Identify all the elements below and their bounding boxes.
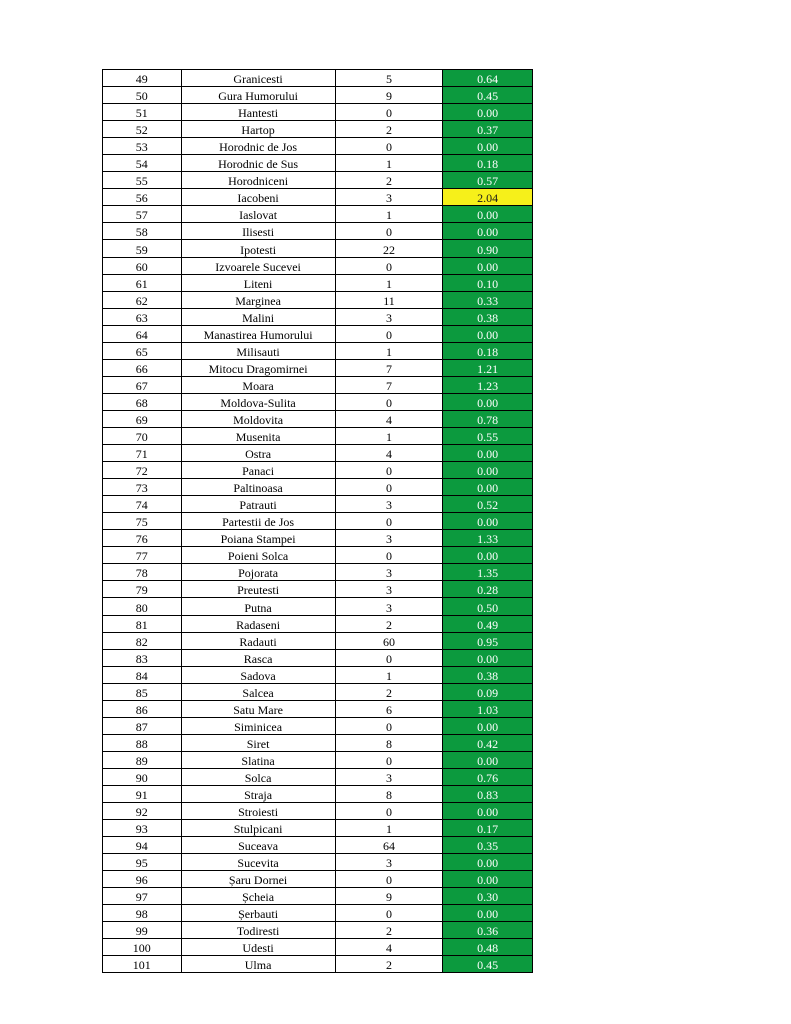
table-row [103, 206, 533, 223]
rate-cell: 0.38 [443, 666, 533, 683]
count-cell: 0 [335, 803, 443, 820]
row-number-cell: 81 [103, 615, 182, 632]
locality-name-cell: Pojorata [181, 564, 335, 581]
rate-cell: 0.00 [443, 462, 533, 479]
count-cell: 9 [335, 888, 443, 905]
count-cell: 0 [335, 905, 443, 922]
locality-name-cell: Sadova [181, 666, 335, 683]
row-number-cell: 53 [103, 138, 182, 155]
count-cell: 2 [335, 683, 443, 700]
row-number-cell: 82 [103, 632, 182, 649]
count-cell: 1 [335, 342, 443, 359]
locality-name-cell: Șcheia [181, 888, 335, 905]
count-cell: 64 [335, 837, 443, 854]
table-row [103, 939, 533, 956]
row-number-cell: 61 [103, 274, 182, 291]
count-cell: 4 [335, 410, 443, 427]
row-number-cell: 49 [103, 70, 182, 87]
count-cell: 0 [335, 325, 443, 342]
locality-name-cell: Ipotesti [181, 240, 335, 257]
rate-cell: 0.00 [443, 803, 533, 820]
row-number-cell: 58 [103, 223, 182, 240]
count-cell: 0 [335, 717, 443, 734]
table-row [103, 581, 533, 598]
rate-cell: 0.52 [443, 496, 533, 513]
locality-name-cell: Ulma [181, 956, 335, 973]
row-number-cell: 78 [103, 564, 182, 581]
rate-cell: 0.00 [443, 854, 533, 871]
table-row [103, 410, 533, 427]
count-cell: 0 [335, 649, 443, 666]
table-row [103, 274, 533, 291]
locality-name-cell: Moldova-Sulita [181, 393, 335, 410]
count-cell: 0 [335, 479, 443, 496]
row-number-cell: 69 [103, 410, 182, 427]
count-cell: 4 [335, 445, 443, 462]
row-number-cell: 97 [103, 888, 182, 905]
rate-cell: 0.00 [443, 905, 533, 922]
count-cell: 3 [335, 308, 443, 325]
locality-name-cell: Suceava [181, 837, 335, 854]
row-number-cell: 91 [103, 785, 182, 802]
table-row [103, 240, 533, 257]
rate-cell: 0.00 [443, 649, 533, 666]
table-row [103, 547, 533, 564]
count-cell: 2 [335, 956, 443, 973]
locality-name-cell: Sucevita [181, 854, 335, 871]
count-cell: 1 [335, 155, 443, 172]
row-number-cell: 101 [103, 956, 182, 973]
row-number-cell: 51 [103, 104, 182, 121]
rate-cell: 0.78 [443, 410, 533, 427]
row-number-cell: 72 [103, 462, 182, 479]
locality-name-cell: Ilisesti [181, 223, 335, 240]
table-row [103, 905, 533, 922]
count-cell: 7 [335, 359, 443, 376]
row-number-cell: 68 [103, 393, 182, 410]
table-row [103, 632, 533, 649]
count-cell: 1 [335, 427, 443, 444]
row-number-cell: 87 [103, 717, 182, 734]
rate-cell: 0.33 [443, 291, 533, 308]
row-number-cell: 65 [103, 342, 182, 359]
rate-cell: 0.45 [443, 956, 533, 973]
rate-cell: 0.95 [443, 632, 533, 649]
locality-name-cell: Șaru Dornei [181, 871, 335, 888]
locality-name-cell: Marginea [181, 291, 335, 308]
rate-cell: 0.00 [443, 547, 533, 564]
locality-name-cell: Izvoarele Sucevei [181, 257, 335, 274]
locality-name-cell: Stulpicani [181, 820, 335, 837]
rate-cell: 0.45 [443, 87, 533, 104]
locality-name-cell: Satu Mare [181, 700, 335, 717]
count-cell: 0 [335, 104, 443, 121]
rate-cell: 0.64 [443, 70, 533, 87]
table-row [103, 223, 533, 240]
rate-cell: 0.49 [443, 615, 533, 632]
count-cell: 60 [335, 632, 443, 649]
locality-name-cell: Horodniceni [181, 172, 335, 189]
rate-cell: 2.04 [443, 189, 533, 206]
table-row [103, 888, 533, 905]
rate-cell: 0.00 [443, 104, 533, 121]
locality-name-cell: Iacobeni [181, 189, 335, 206]
locality-name-cell: Șerbauti [181, 905, 335, 922]
rate-cell: 0.00 [443, 871, 533, 888]
table-row [103, 87, 533, 104]
table-row [103, 257, 533, 274]
count-cell: 5 [335, 70, 443, 87]
rate-cell: 0.00 [443, 138, 533, 155]
rate-cell: 0.00 [443, 223, 533, 240]
count-cell: 3 [335, 496, 443, 513]
row-number-cell: 59 [103, 240, 182, 257]
count-cell: 1 [335, 820, 443, 837]
table-row [103, 922, 533, 939]
row-number-cell: 89 [103, 751, 182, 768]
row-number-cell: 79 [103, 581, 182, 598]
row-number-cell: 70 [103, 427, 182, 444]
count-cell: 2 [335, 172, 443, 189]
row-number-cell: 63 [103, 308, 182, 325]
count-cell: 8 [335, 734, 443, 751]
row-number-cell: 100 [103, 939, 182, 956]
table-row [103, 359, 533, 376]
row-number-cell: 52 [103, 121, 182, 138]
row-number-cell: 99 [103, 922, 182, 939]
locality-name-cell: Solca [181, 768, 335, 785]
rate-cell: 0.00 [443, 445, 533, 462]
row-number-cell: 66 [103, 359, 182, 376]
locality-name-cell: Granicesti [181, 70, 335, 87]
table-row [103, 820, 533, 837]
row-number-cell: 74 [103, 496, 182, 513]
locality-name-cell: Siret [181, 734, 335, 751]
row-number-cell: 62 [103, 291, 182, 308]
table-row [103, 172, 533, 189]
rate-cell: 1.35 [443, 564, 533, 581]
rate-cell: 0.50 [443, 598, 533, 615]
table-row [103, 138, 533, 155]
table-row [103, 530, 533, 547]
rate-cell: 0.48 [443, 939, 533, 956]
table-row [103, 462, 533, 479]
table-row [103, 854, 533, 871]
locality-name-cell: Manastirea Humorului [181, 325, 335, 342]
row-number-cell: 80 [103, 598, 182, 615]
table-row [103, 871, 533, 888]
locality-name-cell: Poieni Solca [181, 547, 335, 564]
count-cell: 2 [335, 922, 443, 939]
count-cell: 3 [335, 581, 443, 598]
table-row [103, 513, 533, 530]
count-cell: 0 [335, 393, 443, 410]
locality-name-cell: Poiana Stampei [181, 530, 335, 547]
table-row [103, 325, 533, 342]
count-cell: 0 [335, 871, 443, 888]
table-row [103, 956, 533, 973]
table-row [103, 189, 533, 206]
row-number-cell: 71 [103, 445, 182, 462]
table-row [103, 717, 533, 734]
locality-name-cell: Liteni [181, 274, 335, 291]
table-row [103, 649, 533, 666]
locality-name-cell: Slatina [181, 751, 335, 768]
rate-cell: 0.38 [443, 308, 533, 325]
locality-name-cell: Siminicea [181, 717, 335, 734]
table-row [103, 751, 533, 768]
table-row [103, 479, 533, 496]
table-row [103, 598, 533, 615]
locality-name-cell: Horodnic de Sus [181, 155, 335, 172]
count-cell: 3 [335, 564, 443, 581]
locality-name-cell: Gura Humorului [181, 87, 335, 104]
count-cell: 6 [335, 700, 443, 717]
table-row [103, 70, 533, 87]
table-row [103, 785, 533, 802]
table-row [103, 104, 533, 121]
count-cell: 0 [335, 138, 443, 155]
rate-cell: 0.00 [443, 751, 533, 768]
rate-cell: 0.00 [443, 717, 533, 734]
row-number-cell: 90 [103, 768, 182, 785]
locality-name-cell: Moldovita [181, 410, 335, 427]
locality-name-cell: Horodnic de Jos [181, 138, 335, 155]
rate-cell: 1.23 [443, 376, 533, 393]
locality-name-cell: Mitocu Dragomirnei [181, 359, 335, 376]
table-row [103, 445, 533, 462]
count-cell: 3 [335, 189, 443, 206]
locality-name-cell: Milisauti [181, 342, 335, 359]
locality-name-cell: Radauti [181, 632, 335, 649]
rate-cell: 0.00 [443, 325, 533, 342]
row-number-cell: 84 [103, 666, 182, 683]
table-row [103, 683, 533, 700]
rate-cell: 0.09 [443, 683, 533, 700]
rate-cell: 0.28 [443, 581, 533, 598]
count-cell: 22 [335, 240, 443, 257]
rate-cell: 0.57 [443, 172, 533, 189]
table-body [103, 70, 533, 973]
locality-name-cell: Stroiesti [181, 803, 335, 820]
row-number-cell: 56 [103, 189, 182, 206]
locality-name-cell: Radaseni [181, 615, 335, 632]
count-cell: 3 [335, 768, 443, 785]
count-cell: 0 [335, 257, 443, 274]
count-cell: 0 [335, 751, 443, 768]
table-row [103, 427, 533, 444]
locality-name-cell: Moara [181, 376, 335, 393]
rate-cell: 0.90 [443, 240, 533, 257]
row-number-cell: 73 [103, 479, 182, 496]
count-cell: 8 [335, 785, 443, 802]
count-cell: 0 [335, 223, 443, 240]
row-number-cell: 88 [103, 734, 182, 751]
row-number-cell: 57 [103, 206, 182, 223]
rate-cell: 0.18 [443, 342, 533, 359]
rate-cell: 0.00 [443, 393, 533, 410]
table-row [103, 803, 533, 820]
row-number-cell: 55 [103, 172, 182, 189]
count-cell: 4 [335, 939, 443, 956]
table-row [103, 121, 533, 138]
table-row [103, 291, 533, 308]
table-row [103, 393, 533, 410]
rate-cell: 0.17 [443, 820, 533, 837]
count-cell: 9 [335, 87, 443, 104]
rate-cell: 0.35 [443, 837, 533, 854]
rate-cell: 0.10 [443, 274, 533, 291]
row-number-cell: 76 [103, 530, 182, 547]
locality-name-cell: Salcea [181, 683, 335, 700]
locality-name-cell: Rasca [181, 649, 335, 666]
locality-name-cell: Panaci [181, 462, 335, 479]
count-cell: 3 [335, 530, 443, 547]
locality-name-cell: Ostra [181, 445, 335, 462]
table-row [103, 700, 533, 717]
count-cell: 2 [335, 615, 443, 632]
table-row [103, 155, 533, 172]
count-cell: 0 [335, 513, 443, 530]
table-row [103, 308, 533, 325]
rate-cell: 0.42 [443, 734, 533, 751]
row-number-cell: 86 [103, 700, 182, 717]
rate-cell: 0.00 [443, 206, 533, 223]
locality-name-cell: Iaslovat [181, 206, 335, 223]
row-number-cell: 95 [103, 854, 182, 871]
count-cell: 1 [335, 666, 443, 683]
table-row [103, 837, 533, 854]
rate-cell: 1.21 [443, 359, 533, 376]
count-cell: 0 [335, 547, 443, 564]
rate-cell: 0.30 [443, 888, 533, 905]
table-row [103, 564, 533, 581]
table-row [103, 768, 533, 785]
locality-name-cell: Musenita [181, 427, 335, 444]
rate-cell: 0.37 [443, 121, 533, 138]
data-table [102, 69, 533, 973]
row-number-cell: 50 [103, 87, 182, 104]
row-number-cell: 92 [103, 803, 182, 820]
table-row [103, 734, 533, 751]
count-cell: 1 [335, 206, 443, 223]
count-cell: 7 [335, 376, 443, 393]
locality-name-cell: Patrauti [181, 496, 335, 513]
table-row [103, 496, 533, 513]
locality-name-cell: Paltinoasa [181, 479, 335, 496]
count-cell: 2 [335, 121, 443, 138]
locality-name-cell: Putna [181, 598, 335, 615]
row-number-cell: 77 [103, 547, 182, 564]
row-number-cell: 67 [103, 376, 182, 393]
rate-cell: 0.76 [443, 768, 533, 785]
row-number-cell: 75 [103, 513, 182, 530]
table-row [103, 615, 533, 632]
locality-name-cell: Preutesti [181, 581, 335, 598]
rate-cell: 0.18 [443, 155, 533, 172]
locality-name-cell: Todiresti [181, 922, 335, 939]
row-number-cell: 54 [103, 155, 182, 172]
locality-name-cell: Hartop [181, 121, 335, 138]
locality-name-cell: Straja [181, 785, 335, 802]
table-row [103, 666, 533, 683]
count-cell: 0 [335, 462, 443, 479]
table-row [103, 376, 533, 393]
row-number-cell: 60 [103, 257, 182, 274]
locality-name-cell: Partestii de Jos [181, 513, 335, 530]
row-number-cell: 64 [103, 325, 182, 342]
rate-cell: 0.55 [443, 427, 533, 444]
count-cell: 3 [335, 854, 443, 871]
rate-cell: 0.00 [443, 479, 533, 496]
row-number-cell: 94 [103, 837, 182, 854]
rate-cell: 1.33 [443, 530, 533, 547]
count-cell: 11 [335, 291, 443, 308]
rate-cell: 0.00 [443, 513, 533, 530]
locality-name-cell: Malini [181, 308, 335, 325]
row-number-cell: 93 [103, 820, 182, 837]
table-row [103, 342, 533, 359]
locality-name-cell: Hantesti [181, 104, 335, 121]
row-number-cell: 85 [103, 683, 182, 700]
row-number-cell: 98 [103, 905, 182, 922]
count-cell: 3 [335, 598, 443, 615]
count-cell: 1 [335, 274, 443, 291]
rate-cell: 0.83 [443, 785, 533, 802]
locality-name-cell: Udesti [181, 939, 335, 956]
rate-cell: 1.03 [443, 700, 533, 717]
rate-cell: 0.00 [443, 257, 533, 274]
row-number-cell: 83 [103, 649, 182, 666]
rate-cell: 0.36 [443, 922, 533, 939]
row-number-cell: 96 [103, 871, 182, 888]
